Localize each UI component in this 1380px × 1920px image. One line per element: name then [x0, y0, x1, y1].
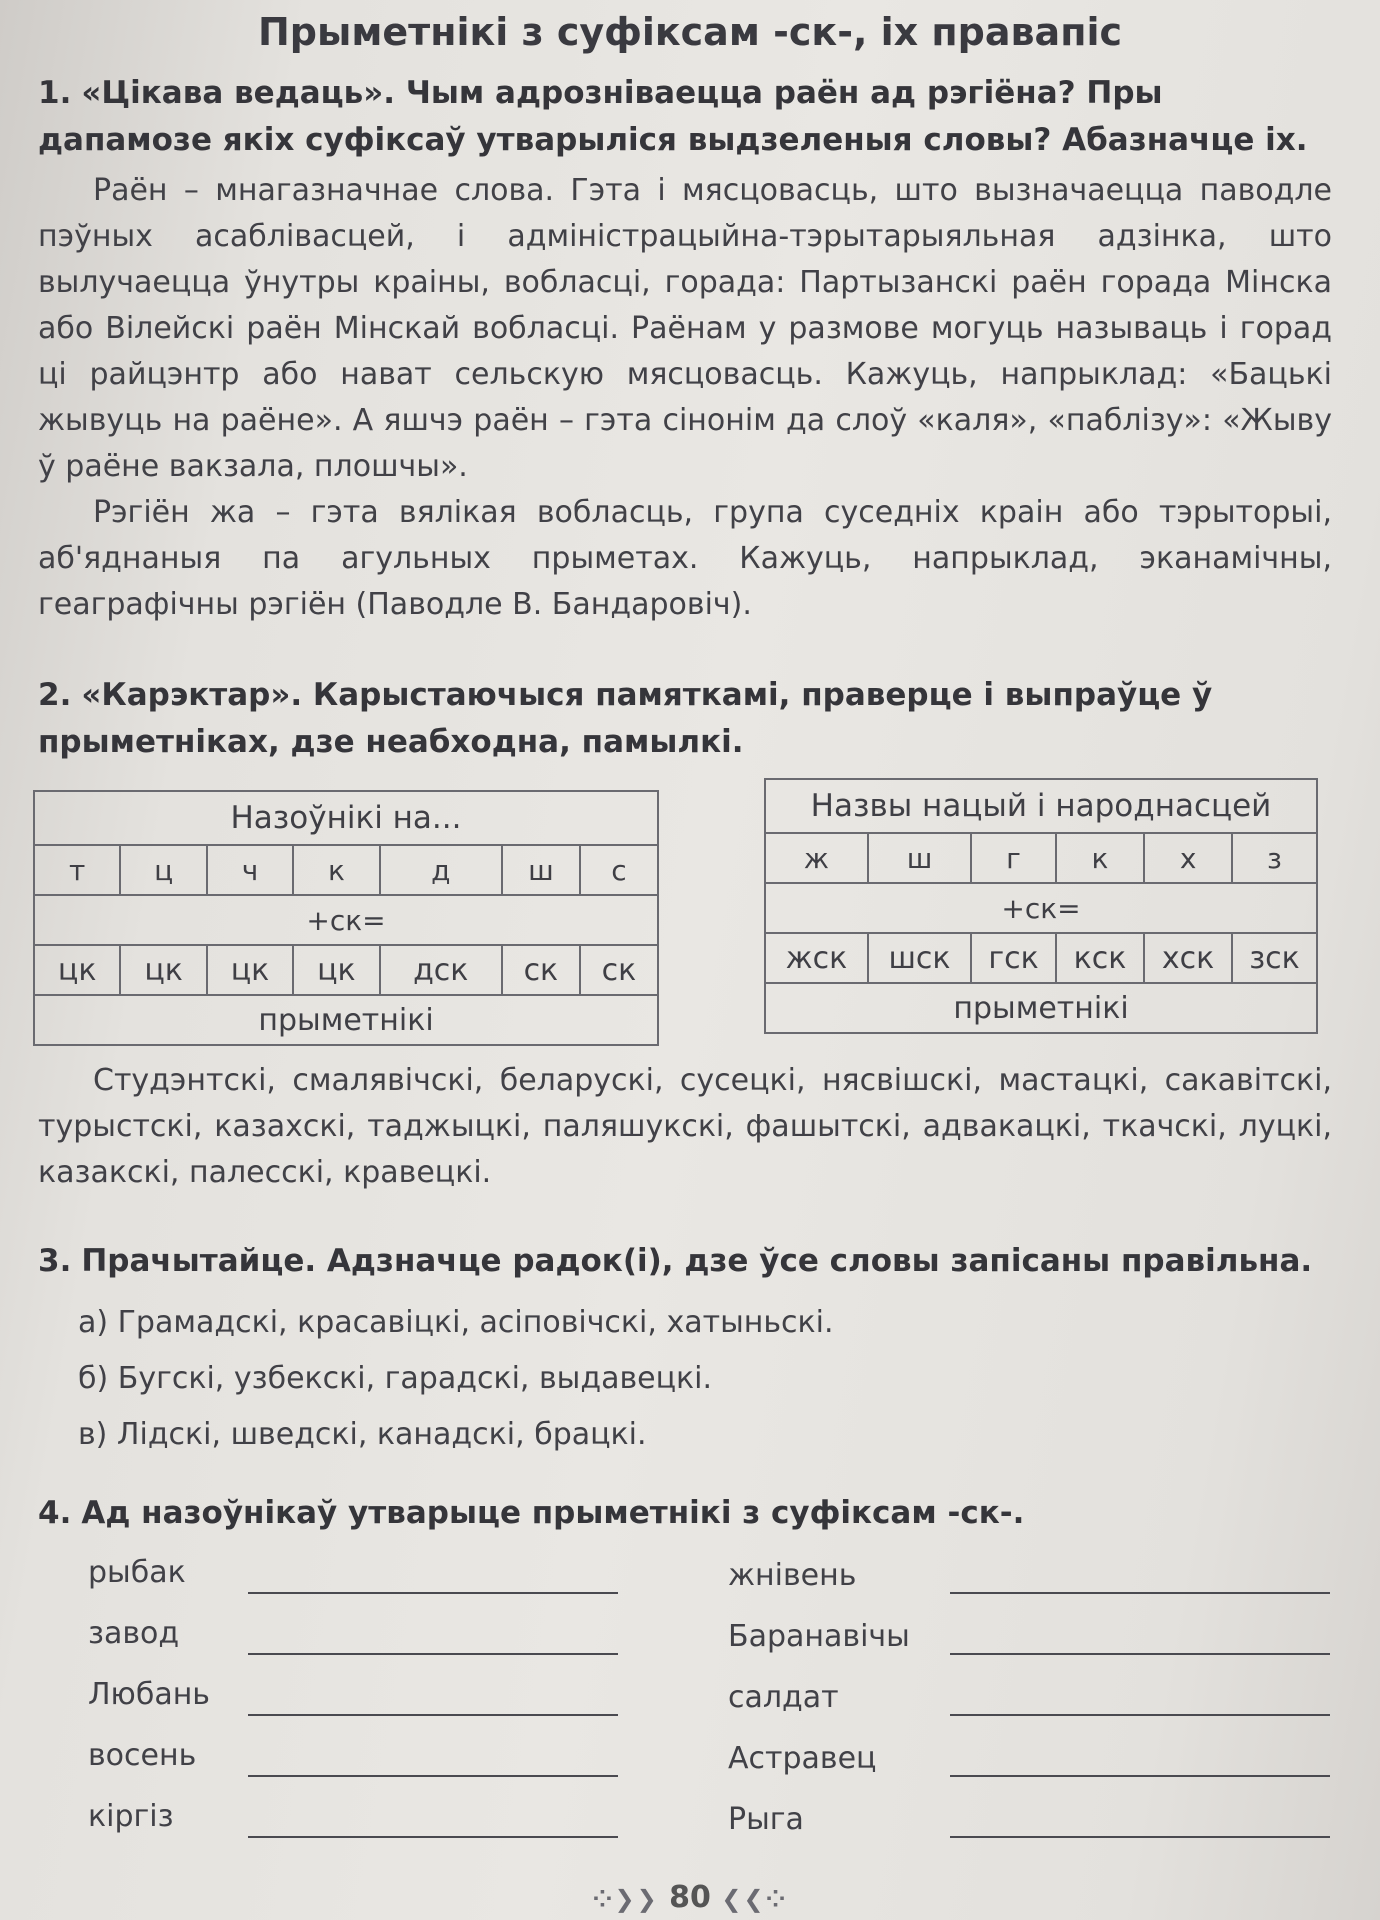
exercise-3-option-b: б) Бугскі, узбекскі, гарадскі, выдавецкі.: [78, 1361, 713, 1396]
exercise-2-words: [38, 1058, 1332, 1196]
exercise-1-paragraph-2: Рэгіён жа – гэта вялікая вобласць, група суседніх краін або тэрыторыі, аб'яднаныя па агульных прыметах. Кажуць, напрыклад, эканамічны, геаграфічны рэгіён (Паводле В. Бандаровіч).: [38, 495, 1332, 622]
exercise-3-number: 3.: [38, 1243, 72, 1279]
page-number: 80: [669, 1880, 711, 1915]
memo-table-nouns: [33, 790, 659, 1046]
memo-letter: г: [971, 833, 1056, 883]
answer-line[interactable]: [248, 1775, 618, 1777]
exercise-1-text: [38, 168, 1332, 628]
memo-letter: д: [380, 845, 502, 895]
exercise-4-task-text: Ад назоўнікаў утварыце прыметнікі з суфіксам -ск-.: [81, 1495, 1025, 1531]
exercise-1-paragraph-1: Раён – мнагазначнае слова. Гэта і мясцовасць, што вызначаецца паводле пэўных асаблівасцей, і адміністрацыйна-тэрытарыяльная адзінка, што вылучаецца ўнутры краіны, вобласці, горада: Партызанскі раён горада Мінска або Вілейскі раён Мінскай вобласці. Раёнам у размове могуць называць і горад ці райцэнтр або нават сельскую мясцовасць. Кажуць, напрыклад: «Бацькі жывуць на раёне». А яшчэ раён – гэта сінонім да слоў «каля», «паблізу»: «Жыву ў раёне вакзала, плошчы».: [38, 173, 1332, 484]
answer-line[interactable]: [950, 1775, 1330, 1777]
memo-result: прыметнікі: [765, 983, 1317, 1033]
memo-suffix: ск: [502, 945, 580, 995]
answer-line[interactable]: [248, 1836, 618, 1838]
exercise-4-word: восень: [88, 1738, 197, 1773]
exercise-1-number: 1.: [38, 75, 72, 111]
exercise-2-task-text: «Карэктар». Карыстаючыся памяткамі, праверце і выпраўце ў прыметніках, дзе неабходна, памылкі.: [38, 677, 1213, 760]
memo-suffix: зск: [1232, 933, 1317, 983]
memo-table-nouns-header: Назоўнікі на...: [34, 791, 658, 845]
answer-line[interactable]: [950, 1653, 1330, 1655]
memo-table-nations: [764, 778, 1318, 1034]
exercise-4-word: жнівень: [728, 1558, 857, 1593]
memo-suffix: гск: [971, 933, 1056, 983]
exercise-4-word: Баранавічы: [728, 1619, 910, 1654]
memo-letter: к: [293, 845, 379, 895]
answer-line[interactable]: [950, 1836, 1330, 1838]
memo-suffix: цк: [207, 945, 293, 995]
memo-suffix: хск: [1144, 933, 1232, 983]
exercise-3-option-a: а) Грамадскі, красавіцкі, асіповічскі, хатыньскі.: [78, 1305, 834, 1340]
exercise-1-task-text: «Цікава ведаць». Чым адрозніваецца раён ад рэгіёна? Пры дапамозе якіх суфіксаў утварыліся выдзеленыя словы? Абазначце іх.: [38, 75, 1308, 158]
memo-letter: к: [1056, 833, 1144, 883]
memo-letter: с: [580, 845, 658, 895]
exercise-4-word: Астравец: [728, 1741, 877, 1776]
memo-result: прыметнікі: [34, 995, 658, 1045]
memo-suffix: цк: [34, 945, 120, 995]
memo-suffix: шск: [868, 933, 971, 983]
ornament-left-icon: ⁘❯❯: [592, 1885, 659, 1913]
page-footer: [0, 1880, 1380, 1915]
memo-formula: +ск=: [34, 895, 658, 945]
exercise-2-task: [38, 672, 1332, 766]
exercise-3-task-text: Прачытайце. Адзначце радок(і), дзе ўсе словы запісаны правільна.: [81, 1243, 1313, 1279]
exercise-4-word: Рыга: [728, 1802, 804, 1837]
answer-line[interactable]: [248, 1714, 618, 1716]
memo-letter: з: [1232, 833, 1317, 883]
exercise-3-task: [38, 1238, 1332, 1285]
memo-letter: ц: [120, 845, 206, 895]
memo-letter: ч: [207, 845, 293, 895]
exercise-2-word-list: Студэнтскі, смалявічскі, беларускі, сусецкі, нясвішскі, мастацкі, сакавітскі, турыстскі, казахскі, таджыцкі, паляшукскі, фашытскі, адвакацкі, ткачскі, луцкі, казакскі, палесскі, кравецкі.: [38, 1063, 1332, 1190]
exercise-4-number: 4.: [38, 1495, 72, 1531]
exercise-4-word: рыбак: [88, 1555, 186, 1590]
exercise-1-task: [38, 70, 1332, 164]
memo-suffix: жск: [765, 933, 868, 983]
answer-line[interactable]: [950, 1714, 1330, 1716]
memo-suffix: дск: [380, 945, 502, 995]
exercise-4-word: Любань: [88, 1677, 210, 1712]
memo-letter: х: [1144, 833, 1232, 883]
memo-letter: т: [34, 845, 120, 895]
exercise-4-word: кіргіз: [88, 1799, 174, 1834]
answer-line[interactable]: [248, 1653, 618, 1655]
memo-letter: ж: [765, 833, 868, 883]
exercise-4-word: салдат: [728, 1680, 839, 1715]
memo-suffix: кск: [1056, 933, 1144, 983]
memo-suffix: цк: [120, 945, 206, 995]
memo-letter: ш: [868, 833, 971, 883]
ornament-right-icon: ❮❮⁘: [721, 1885, 788, 1913]
answer-line[interactable]: [248, 1592, 618, 1594]
memo-suffix: ск: [580, 945, 658, 995]
exercise-2-number: 2.: [38, 677, 72, 713]
exercise-4-word: завод: [88, 1616, 180, 1651]
memo-letter: ш: [502, 845, 580, 895]
page-title: Прыметнікі з суфіксам -ск-, іх правапіс: [257, 10, 1123, 54]
answer-line[interactable]: [950, 1592, 1330, 1594]
memo-table-nations-header: Назвы нацый і народнасцей: [765, 779, 1317, 833]
memo-suffix: цк: [293, 945, 379, 995]
exercise-3-option-c: в) Лідскі, шведскі, канадскі, брацкі.: [78, 1417, 647, 1452]
exercise-4-task: [38, 1490, 1332, 1537]
memo-formula: +ск=: [765, 883, 1317, 933]
